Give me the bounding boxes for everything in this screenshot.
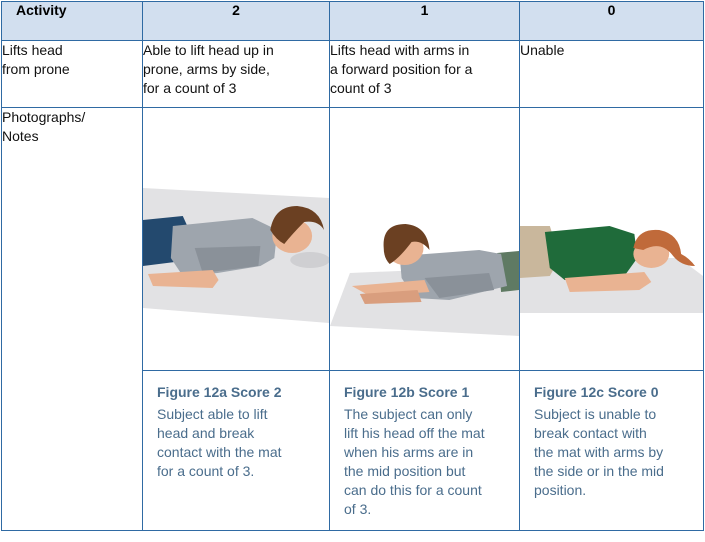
score-table — [1, 1, 704, 531]
figure-12c-text: Subject is unable to break contact with the mat with arms by the side or in the mid position. — [534, 406, 664, 498]
header-score-0: 0 — [520, 2, 704, 41]
figure-12c-illustration — [520, 108, 703, 370]
header-activity: Activity — [2, 2, 143, 41]
header-score-2: 2 — [143, 2, 330, 41]
activity-label: Lifts head from prone — [2, 41, 143, 108]
figure-12c-cell — [520, 108, 704, 531]
figure-12b-cell — [330, 108, 520, 531]
header-row — [2, 2, 704, 41]
figure-12b-caption — [330, 370, 519, 530]
prone-head-lift-arms-forward-icon — [330, 108, 519, 370]
figure-12b-illustration — [330, 108, 519, 370]
figure-12a-caption — [143, 370, 329, 530]
header-score-1: 1 — [330, 2, 520, 41]
photographs-label: Photographs/ Notes — [2, 108, 143, 531]
prone-lying-unable-icon — [520, 108, 703, 370]
criterion-score-1: Lifts head with arms in a forward position for a count of 3 — [330, 41, 520, 108]
figure-12b-text: The subject can only lift his head off the mat when his arms are in the mid position but can do this for a count of 3. — [344, 406, 485, 517]
figure-12a-illustration — [143, 108, 329, 370]
criterion-score-2: Able to lift head up in prone, arms by side, for a count of 3 — [143, 41, 330, 108]
prone-head-lift-arms-by-side-icon — [143, 108, 329, 370]
figure-12c-title: Figure 12c Score 0 — [534, 384, 659, 400]
figure-12c-caption — [520, 370, 703, 530]
figure-12a-title: Figure 12a Score 2 — [157, 384, 282, 400]
figure-12a-cell — [143, 108, 330, 531]
figure-12b-title: Figure 12b Score 1 — [344, 384, 470, 400]
row-lifts-head — [2, 41, 704, 108]
figure-12a-text: Subject able to lift head and break contact with the mat for a count of 3. — [157, 406, 282, 479]
criterion-score-0: Unable — [520, 41, 704, 108]
row-photographs — [2, 108, 704, 531]
